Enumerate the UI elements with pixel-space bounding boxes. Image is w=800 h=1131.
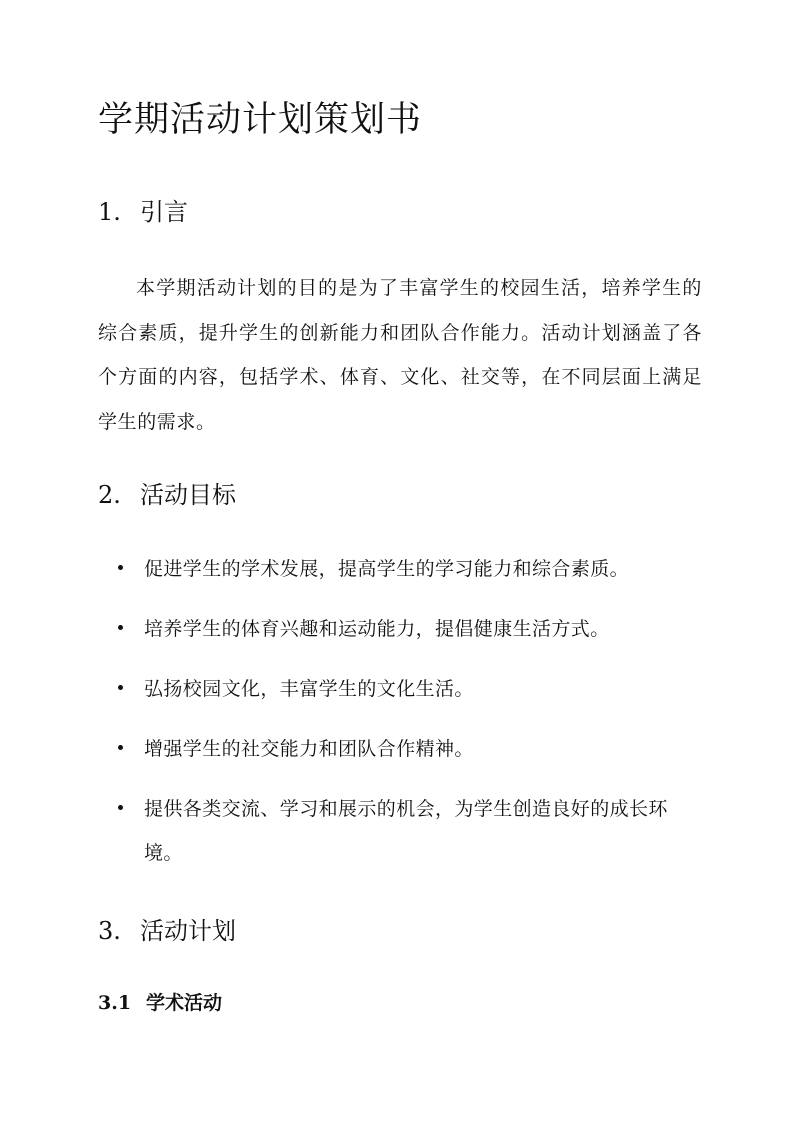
section-title: 引言 <box>140 198 188 226</box>
list-item <box>118 667 698 711</box>
section-number: 3. <box>98 917 121 945</box>
subsection-title: 学术活动 <box>146 992 223 1014</box>
list-item <box>118 787 698 875</box>
section-number: 2. <box>98 481 121 509</box>
subsection-heading-academic <box>98 988 222 1018</box>
list-item <box>118 547 698 591</box>
list-item-text: 提供各类交流、学习和展示的机会，为学生创造良好的成长环境。 <box>144 798 668 864</box>
section-title: 活动计划 <box>140 917 236 945</box>
bullet-icon <box>118 685 123 690</box>
list-item-text: 促进学生的学术发展，提高学生的学习能力和综合素质。 <box>144 558 630 580</box>
section-heading-goals <box>98 478 236 512</box>
subsection-number: 3.1 <box>98 992 132 1014</box>
list-item-text: 培养学生的体育兴趣和运动能力，提倡健康生活方式。 <box>144 618 610 640</box>
introduction-paragraph: 本学期活动计划的目的是为了丰富学生的校园生活，培养学生的综合素质，提升学生的创新能力和团队合作能力。活动计划涵盖了各个方面的内容，包括学术、体育、文化、社交等，在不同层面上满足学生的需求。 <box>98 277 702 433</box>
list-item-text: 弘扬校园文化，丰富学生的文化生活。 <box>144 678 474 700</box>
section-heading-activity-plan <box>98 914 236 948</box>
list-item-text: 增强学生的社交能力和团队合作精神。 <box>144 738 474 760</box>
bullet-icon <box>118 805 123 810</box>
bullet-icon <box>118 625 123 630</box>
document-title: 学期活动计划策划书 <box>98 100 423 140</box>
list-item <box>118 607 698 651</box>
bullet-icon <box>118 745 123 750</box>
goals-list <box>118 547 698 891</box>
list-item <box>118 727 698 771</box>
section-title: 活动目标 <box>140 481 236 509</box>
bullet-icon <box>118 565 123 570</box>
section-number: 1. <box>98 198 121 226</box>
section-heading-introduction <box>98 195 188 229</box>
